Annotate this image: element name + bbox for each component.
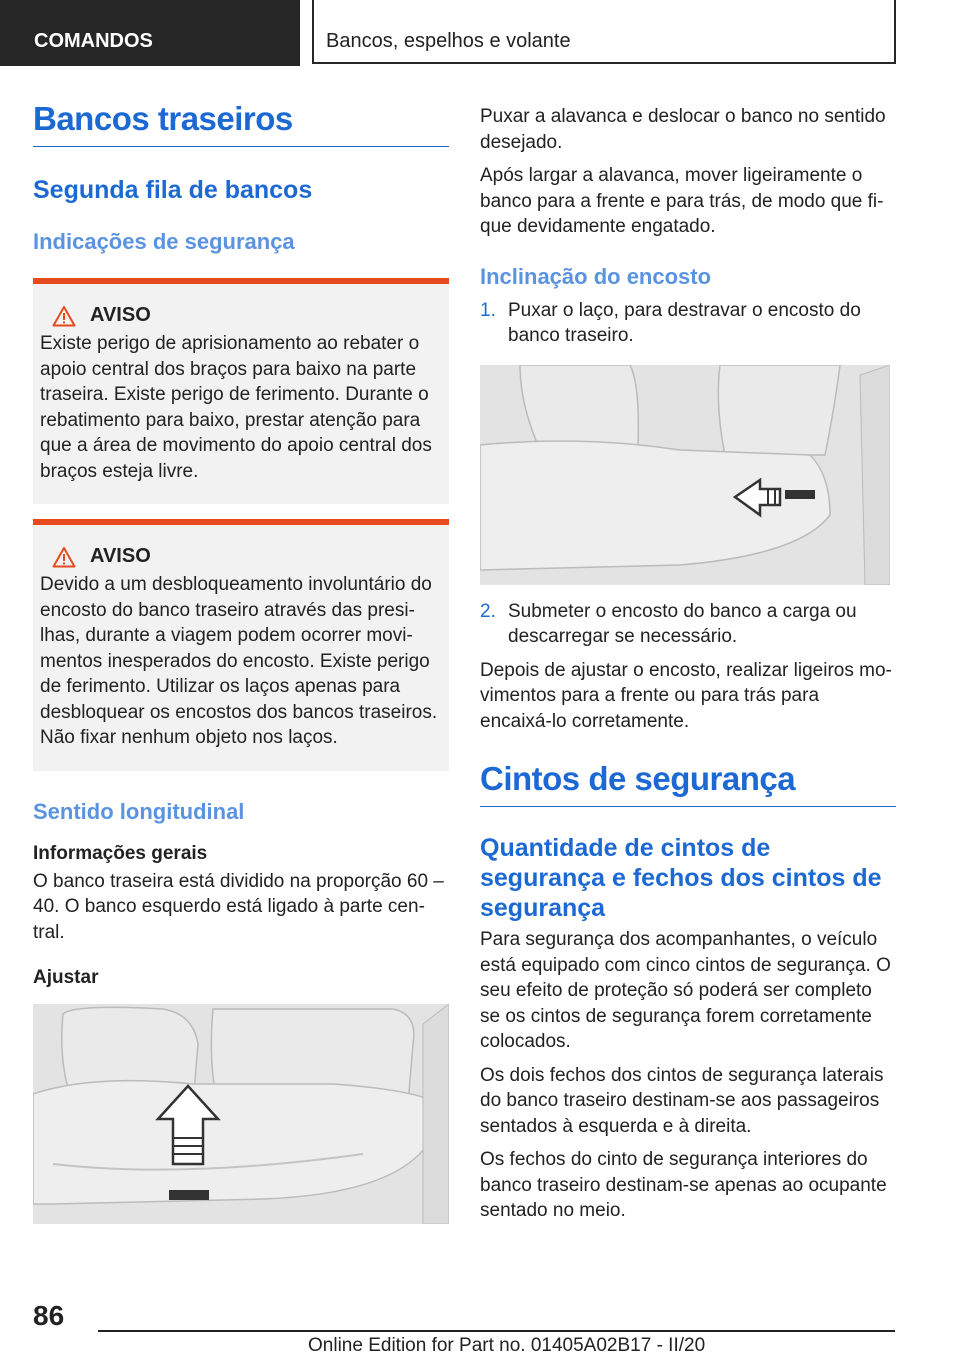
step-number: 1. bbox=[480, 299, 496, 321]
steps-list-1 bbox=[480, 298, 896, 349]
paragraph-after-release: Após largar a alavanca, mover ligeiramente o banco para a frente e para trás, de modo que fique devidamente engatado. bbox=[480, 165, 884, 237]
warning-text: Devido a um desbloqueamento involuntário do encosto do banco traseiro através das presilhas, durante a viagem podem ocorrer movimentos inesperados do encosto. Existe perigo de ferimento. Utilizar os laços apenas para desbloquear os encostos dos bancos traseiros. Não fixar nenhum objeto nos laços. bbox=[40, 574, 438, 748]
heading-belt-quantity: Quantidade de cintos de segurança e fechos dos cintos de segurança bbox=[480, 834, 882, 922]
left-column bbox=[33, 100, 449, 1224]
heading-longitudinal: Sentido longitudinal bbox=[33, 798, 245, 824]
heading-rear-seats: Bancos traseiros bbox=[33, 100, 449, 147]
seat-adjust-illustration bbox=[33, 1004, 449, 1224]
paragraph-after-adjust: Depois de ajustar o encosto, realizar ligeiros movimentos para a frente ou para trás para encaixá-lo corretamente. bbox=[480, 659, 892, 732]
footer-divider bbox=[98, 1330, 895, 1332]
heading-backrest-incline: Inclinação do encosto bbox=[480, 263, 712, 289]
general-info-text: O banco traseira está dividido na proporção 60 – 40. O banco esquerdo está ligado à parte central. bbox=[33, 870, 444, 943]
backrest-release-illustration bbox=[480, 365, 890, 585]
steps-list-2 bbox=[480, 599, 896, 650]
section-tab: COMANDOS bbox=[0, 0, 300, 66]
warning-triangle-icon bbox=[52, 305, 76, 327]
warning-box-1 bbox=[33, 278, 449, 504]
paragraph-pull-lever: Puxar a alavanca e deslocar o banco no sentido desejado. bbox=[480, 106, 886, 153]
heading-general-info: Informações gerais bbox=[33, 842, 208, 864]
paragraph-inner-buckles: Os fechos do cinto de segurança interiores do banco traseiro destinam-se apenas ao ocupante sentado no meio. bbox=[480, 1149, 887, 1221]
warning-label: AVISO bbox=[90, 304, 151, 326]
heading-seat-belts: Cintos de segurança bbox=[480, 760, 896, 807]
page-header bbox=[0, 0, 960, 66]
list-item bbox=[480, 599, 896, 650]
seat-lever-arrow-icon bbox=[33, 1004, 449, 1224]
heading-second-row: Segunda fila de bancos bbox=[33, 176, 313, 204]
paragraph-five-belts: Para segurança dos acompanhantes, o veículo está equipado com cinco cintos de segurança. O seu efeito de proteção só poderá ser completo se os cintos de segurança forem corretamente colocados. bbox=[480, 929, 891, 1052]
warning-box-2 bbox=[33, 519, 449, 771]
step-text: Puxar o laço, para destravar o encosto do banco traseiro. bbox=[508, 299, 861, 346]
right-column bbox=[480, 104, 896, 1224]
heading-safety-notes: Indicações de segurança bbox=[33, 229, 295, 254]
warning-text: Existe perigo de aprisionamento ao rebater o apoio central dos braços para baixo na parte traseira. Existe perigo de ferimento. Durante o rebatimento para baixo, prestar atenção para que a área de movimento do apoio central dos braços esteja livre. bbox=[40, 333, 432, 482]
page-number: 86 bbox=[33, 1300, 65, 1331]
backrest-loop-arrow-icon bbox=[480, 365, 890, 585]
step-number: 2. bbox=[480, 600, 496, 622]
paragraph-lateral-buckles: Os dois fechos dos cintos de segurança laterais do banco traseiro destinam-se aos passageiros sentados à esquerda e à direita. bbox=[480, 1064, 884, 1137]
chapter-title: Bancos, espelhos e volante bbox=[312, 0, 896, 64]
step-text: Submeter o encosto do banco a carga ou descarregar se necessário. bbox=[508, 600, 857, 647]
warning-label: AVISO bbox=[90, 545, 151, 567]
edition-note: Online Edition for Part no. 01405A02B17 - II/20 bbox=[308, 1335, 706, 1356]
list-item bbox=[480, 298, 896, 349]
heading-adjust: Ajustar bbox=[33, 967, 99, 988]
warning-triangle-icon bbox=[52, 546, 76, 568]
